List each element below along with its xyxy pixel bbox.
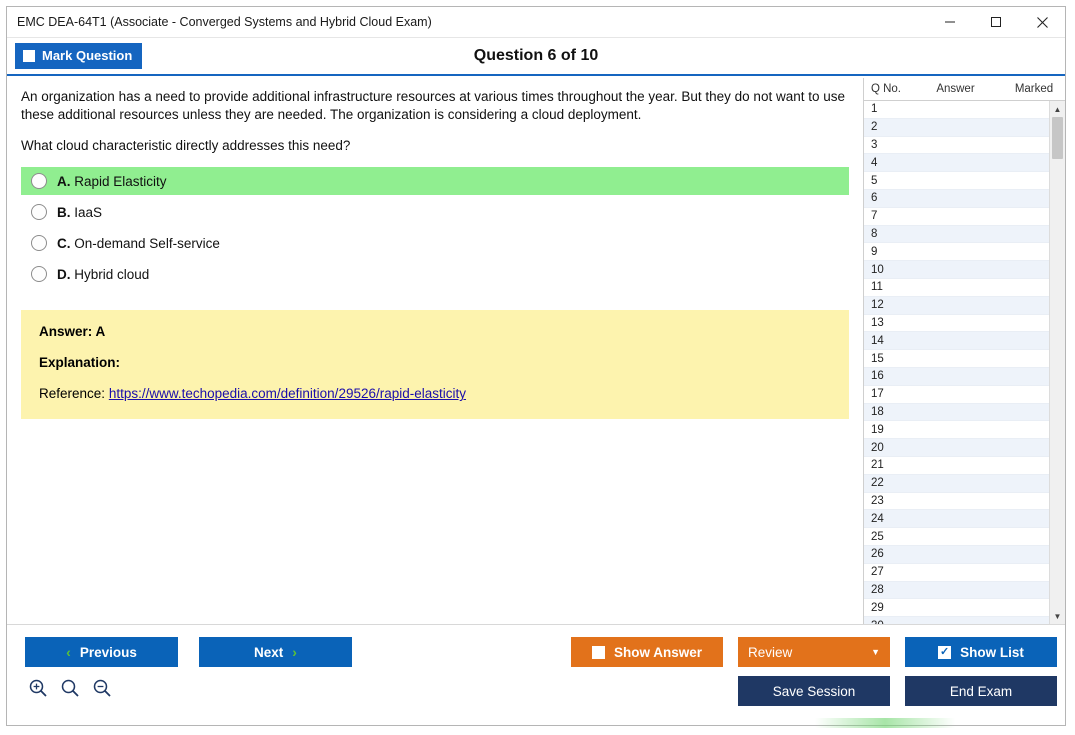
review-label: Review	[748, 644, 793, 660]
question-list-row-number: 4	[871, 156, 878, 169]
explanation-label: Explanation:	[39, 355, 121, 371]
option-a-letter: A.	[57, 173, 71, 189]
decorative-highlight	[815, 718, 955, 728]
chevron-down-icon: ▼	[871, 647, 880, 657]
question-list-row-number: 28	[871, 583, 884, 596]
question-list-row[interactable]	[864, 243, 1049, 261]
question-list-row[interactable]	[864, 226, 1049, 244]
radio-icon-b[interactable]	[31, 204, 47, 220]
body-area	[7, 76, 1065, 624]
question-list-row[interactable]	[864, 457, 1049, 475]
reference-label: Reference:	[39, 386, 106, 402]
show-answer-button[interactable]	[571, 637, 723, 667]
scrollbar-thumb[interactable]	[1052, 117, 1063, 159]
question-list-row-number: 5	[871, 174, 878, 187]
question-list-row[interactable]	[864, 154, 1049, 172]
zoom-in-icon[interactable]	[27, 677, 49, 699]
question-list-row-number: 27	[871, 566, 884, 579]
end-exam-button[interactable]	[905, 676, 1057, 706]
zoom-reset-icon[interactable]	[59, 677, 81, 699]
option-c-text	[57, 236, 220, 251]
question-list-row[interactable]	[864, 582, 1049, 600]
question-list-row[interactable]	[864, 493, 1049, 511]
question-list-row[interactable]	[864, 172, 1049, 190]
question-list-scroll-area	[864, 101, 1065, 624]
question-list-row-number: 14	[871, 334, 884, 347]
question-list-row[interactable]	[864, 208, 1049, 226]
question-list-row-number: 7	[871, 210, 878, 223]
scrollbar-track[interactable]	[1050, 117, 1065, 608]
option-d[interactable]	[21, 260, 849, 288]
question-list-row[interactable]	[864, 297, 1049, 315]
question-list-row-number: 23	[871, 494, 884, 507]
exam-window	[6, 6, 1066, 726]
maximize-glyph	[990, 16, 1002, 28]
radio-icon-d[interactable]	[31, 266, 47, 282]
zoom-reset-glyph	[60, 678, 80, 698]
option-b[interactable]	[21, 198, 849, 226]
mark-question-checkbox-icon[interactable]	[23, 50, 35, 62]
question-list-row-number: 25	[871, 530, 884, 543]
scroll-down-icon[interactable]: ▼	[1050, 608, 1065, 624]
reference-line	[39, 386, 831, 401]
review-dropdown[interactable]	[738, 637, 890, 667]
option-b-letter: B.	[57, 204, 71, 220]
show-list-checkbox-icon[interactable]: ✓	[940, 645, 950, 658]
question-list-row[interactable]	[864, 350, 1049, 368]
option-c-label: On-demand Self-service	[74, 235, 220, 251]
question-list-row-number: 8	[871, 227, 878, 240]
question-list-row[interactable]	[864, 475, 1049, 493]
show-answer-label: Show Answer	[613, 644, 702, 660]
column-header-marked: Marked	[1014, 83, 1054, 95]
question-list-row[interactable]	[864, 564, 1049, 582]
question-list-row[interactable]	[864, 279, 1049, 297]
question-list-row-number: 2	[871, 121, 878, 134]
question-list-scrollbar[interactable]	[1049, 101, 1065, 624]
question-list-row-number: 9	[871, 245, 878, 258]
question-list-header	[864, 78, 1065, 101]
question-list-rows	[864, 101, 1049, 624]
previous-label: Previous	[79, 644, 137, 660]
column-header-answer: Answer	[936, 83, 975, 95]
question-list-row-number: 26	[871, 548, 884, 561]
question-list-row-number: 16	[871, 370, 884, 383]
question-list-row-number: 10	[871, 263, 884, 276]
question-stem: An organization has a need to provide additional infrastructure resources at various times throughout the year. But they do not want to use these additional resources unless they are needed. The organization is considering a cloud deployment.	[21, 89, 845, 123]
answer-options	[21, 167, 849, 288]
question-list-row[interactable]	[864, 599, 1049, 617]
question-list-row[interactable]	[864, 510, 1049, 528]
previous-chevron-icon: ‹	[66, 644, 71, 660]
answer-label: Answer: A	[39, 324, 106, 340]
column-header-qno: Q No.	[870, 83, 902, 95]
option-d-text	[57, 267, 149, 282]
zoom-in-glyph	[28, 678, 48, 698]
question-counter: Question 6 of 10	[473, 47, 599, 64]
save-session-button[interactable]	[738, 676, 890, 706]
footer-toolbar	[7, 624, 1065, 725]
maximize-icon[interactable]	[973, 7, 1019, 37]
option-c[interactable]	[21, 229, 849, 257]
question-list-row-number: 15	[871, 352, 884, 365]
option-b-text	[57, 205, 102, 220]
save-session-label: Save Session	[772, 683, 856, 699]
question-list-row[interactable]	[864, 528, 1049, 546]
question-list-row-number: 19	[871, 423, 884, 436]
window-title: EMC DEA-64T1 (Associate - Converged Systems and Hybrid Cloud Exam)	[17, 15, 432, 29]
option-c-letter: C.	[57, 235, 71, 251]
option-a-label: Rapid Elasticity	[74, 173, 167, 189]
minimize-glyph	[944, 16, 956, 28]
radio-icon-c[interactable]	[31, 235, 47, 251]
show-list-button[interactable]	[905, 637, 1057, 667]
question-list-row[interactable]	[864, 421, 1049, 439]
title-bar	[7, 7, 1065, 38]
option-a-text	[57, 174, 167, 189]
next-label: Next	[254, 644, 284, 660]
previous-button[interactable]	[25, 637, 178, 667]
question-list-row[interactable]	[864, 315, 1049, 333]
question-list-row[interactable]	[864, 137, 1049, 155]
exam-header	[7, 38, 1065, 76]
show-list-label: Show List	[960, 644, 1024, 660]
question-list-row-number: 13	[871, 316, 884, 329]
option-b-label: IaaS	[74, 204, 103, 220]
question-list-row[interactable]	[864, 190, 1049, 208]
question-list-row[interactable]	[864, 261, 1049, 279]
reference-link[interactable]: https://www.techopedia.com/definition/29526/rapid-elasticity	[108, 386, 467, 402]
close-icon[interactable]	[1019, 7, 1065, 37]
option-a[interactable]	[21, 167, 849, 195]
next-chevron-icon: ›	[292, 644, 297, 660]
question-list-row[interactable]	[864, 368, 1049, 386]
question-list-row[interactable]	[864, 332, 1049, 350]
question-list-row-number: 11	[871, 281, 883, 294]
next-button[interactable]	[199, 637, 352, 667]
question-list-row[interactable]	[864, 546, 1049, 564]
mark-question-button[interactable]	[15, 43, 142, 69]
end-exam-label: End Exam	[949, 683, 1013, 699]
mark-question-label: Mark Question	[42, 48, 133, 63]
question-list-row-number: 22	[871, 477, 884, 490]
question-list-row-number: 17	[871, 388, 884, 401]
option-d-label: Hybrid cloud	[74, 266, 150, 282]
question-list-row-number: 21	[871, 459, 884, 472]
question-list-row-number: 1	[871, 103, 878, 116]
radio-icon-a[interactable]	[31, 173, 47, 189]
minimize-icon[interactable]	[927, 7, 973, 37]
question-list-row-number: 24	[871, 512, 884, 525]
question-list-panel	[863, 78, 1065, 624]
scroll-up-icon[interactable]: ▲	[1050, 101, 1065, 117]
option-d-letter: D.	[57, 266, 71, 282]
zoom-out-glyph	[92, 678, 112, 698]
close-glyph	[1036, 16, 1049, 29]
window-controls	[927, 7, 1065, 37]
question-list-row-number: 6	[871, 192, 878, 205]
question-prompt: What cloud characteristic directly addresses this need?	[21, 138, 351, 154]
question-list-row-number: 20	[871, 441, 884, 454]
question-list-row[interactable]	[864, 119, 1049, 137]
question-list-row[interactable]	[864, 101, 1049, 119]
question-list-row[interactable]	[864, 404, 1049, 422]
question-list-row-number: 3	[871, 138, 878, 151]
answer-explanation-box	[21, 310, 849, 419]
question-list-row-number: 12	[871, 299, 884, 312]
show-answer-checkbox-icon[interactable]	[592, 646, 605, 659]
question-list-row-number: 29	[871, 601, 884, 614]
zoom-out-icon[interactable]	[91, 677, 113, 699]
question-pane	[7, 76, 863, 624]
question-list-row[interactable]	[864, 386, 1049, 404]
question-list-row-number: 18	[871, 405, 884, 418]
zoom-tools	[27, 677, 113, 699]
question-list-row[interactable]	[864, 439, 1049, 457]
